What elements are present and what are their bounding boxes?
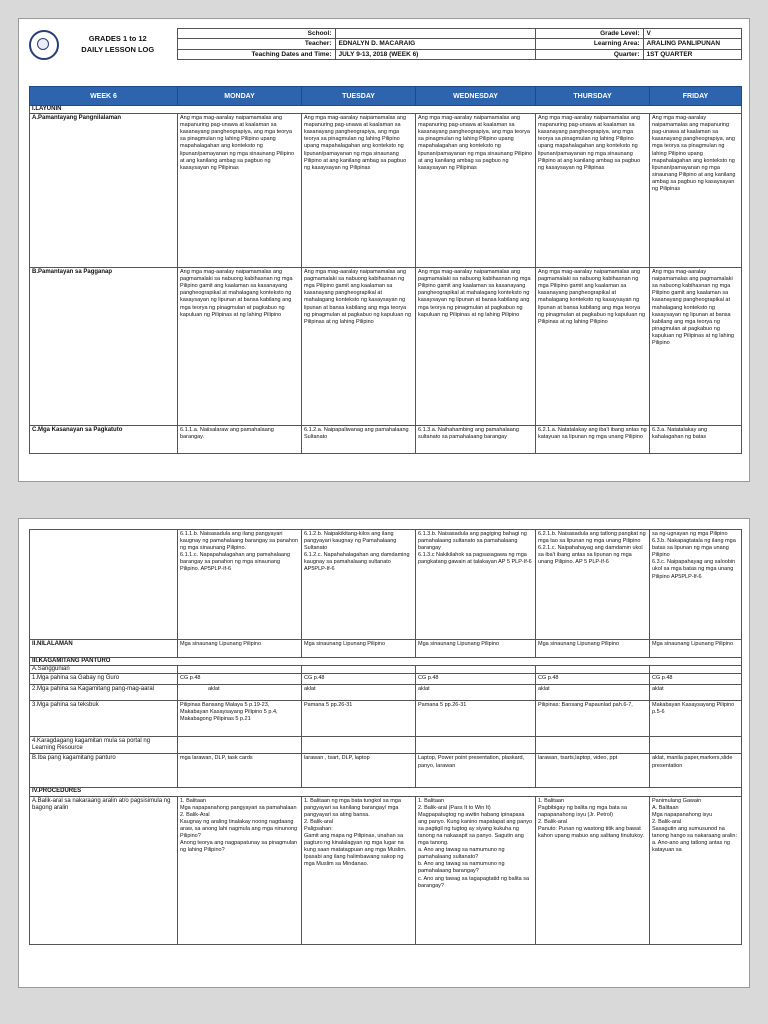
cell-friday: Makabayan Kasaysayang Pilipino p.5-6	[650, 700, 742, 736]
cell-thursday	[536, 736, 650, 754]
cell-thursday: larawan, tsarts,laptop, video, ppt	[536, 754, 650, 788]
cell-friday: aklat	[650, 684, 742, 700]
lesson-grid-page-1	[29, 86, 742, 454]
table-row-kasanayan-continued	[30, 530, 742, 640]
day-header-row	[30, 87, 742, 106]
log-title	[59, 29, 177, 60]
thursday-header: THURSDAY	[536, 87, 650, 106]
cell-tuesday: Ang mga mag-aaralay naipamamalas ang mapanuring pag-unawa at kaalaman sa kasanayang pangheograpiya, ang mga teorya sa pinagmulan ng lahing Pilipino upang mapahalagahan ang konteksto ng lipunan/pamayanan ng mga sinaunang Pilipino at ang kanilang ambag sa pagbuo ng kasaysayan ng Pilipinas	[302, 114, 416, 268]
cell-wednesday: Pamana 5 pp.26-31	[416, 700, 536, 736]
cell-tuesday: 6.1.2.a. Naipapaliwanag ang pamahalaang Sultanato	[302, 426, 416, 454]
quarter-label: Quarter:	[535, 49, 643, 59]
cell-monday: mga larawan, DLP, task cards	[178, 754, 302, 788]
cell-monday: Ang mga mag-aaralay naipamamalas ang pagmamalaki sa nabuong kabihasnan ng mga Pilipino gamit ang kaalaman sa kasanayang pangheograpikal at mahalagang konteksto ng kasaysayan ng lipunan at bansa kabilang ang mga teorya ng pinagmulan at pagkabuo ng kapuluan ng Pilipinas at ng lahing Pilipino	[178, 268, 302, 426]
cell-wednesday: 6.1.3.b. Naisasadula ang pagiging bahagi ng pamahalaang sultanato sa pamahalaang barangay 6.1.3.c Nakikilahok sa pagsasagawa ng mga pangkatang gawain at talakayan AP 5 PLP-If-6	[416, 530, 536, 640]
empty-cell	[536, 666, 650, 674]
cell-monday: aklat	[178, 684, 302, 700]
cell-monday: CG p.48	[178, 674, 302, 684]
deped-seal-logo	[29, 29, 59, 60]
cell-thursday: 6.2.1.a. Natatalakay ang iba't ibang antas ng katayuan sa lipunan ng mga unang Pilipino	[536, 426, 650, 454]
empty-cell	[650, 666, 742, 674]
cell-wednesday: Mga sinaunang Lipunang Pilipino	[416, 640, 536, 658]
cell-wednesday: Ang mga mag-aaralay naipamamalas ang mapanuring pag-unawa at kaalaman sa kasanayang pangheograpiya, ang mga teorya sa pinagmulan ng lahing Pilipino upang mapahalagahan ang konteksto ng lipunan/pamayanan ng mga sinaunang Pilipino at ang kanilang ambag sa pagbuo ng kasaysayan ng Pilipinas	[416, 114, 536, 268]
section-row-layunin	[30, 106, 742, 114]
row-label: B.Pamantayan sa Pagganap	[30, 268, 178, 426]
cell-monday: 6.1.1.b. Naisasadula ang ilang pangyayari kaugnay ng pamahalaang barangay sa panahon ng mga sinaunang Pilipino. 6.1.1.c. Napapahalagahan ang pamahalaang barangay sa panahon ng mga sinaunang Pilipino. AP5PLP-If-6	[178, 530, 302, 640]
school-value	[335, 29, 535, 39]
grade-label: Grade Level:	[535, 29, 643, 39]
cell-tuesday: CG p.48	[302, 674, 416, 684]
header-table	[29, 28, 742, 60]
school-label: School:	[177, 29, 335, 39]
cell-friday: sa ng-ugnayan ng mga Pilipino 6.3.b. Nakapagtatala ng ilang mga batas sa lipunan ng mga unang Pilipino 6.3.c. Naipapahayag ang saloobin ukol sa mga batas ng mga unang Pilipino AP5PLP-If-6	[650, 530, 742, 640]
cell-wednesday: Ang mga mag-aaralay naipamamalas ang pagmamalaki sa nabuong kabihasnan ng mga Pilipino gamit ang kaalaman sa kasanayang pangheograpikal at mahalagang konteksto ng kasaysayan ng lipunan at bansa kabilang ang mga teorya ng pinagmulan at pagkabuo ng kapuluan ng Pilipinas at ng lahing Pilipino	[416, 268, 536, 426]
cell-friday: Mga sinaunang Lipunang Pilipino	[650, 640, 742, 658]
lesson-log-page-1	[18, 18, 750, 482]
dates-value: JULY 9-13, 2018 (WEEK 6)	[335, 49, 535, 59]
teacher-value: EDNALYN D. MACARAIG	[335, 39, 535, 49]
cell-wednesday	[416, 736, 536, 754]
week-header: WEEK 6	[30, 87, 178, 106]
row-label: 3.Mga pahina sa teksbuk	[30, 700, 178, 736]
wednesday-header: WEDNESDAY	[416, 87, 536, 106]
cell-tuesday	[302, 736, 416, 754]
cell-wednesday: Laptop, Power point presentation, plaskard, panyo, larawan	[416, 754, 536, 788]
table-row-learning-resource	[30, 736, 742, 754]
empty-cell	[178, 666, 302, 674]
lesson-grid-page-2	[29, 529, 742, 945]
section-row-procedures	[30, 788, 742, 796]
dates-label: Teaching Dates and Time:	[177, 49, 335, 59]
cell-monday: 6.1.1.a. Naiisalaraw ang pamahalaang barangay.	[178, 426, 302, 454]
table-row-pamantayang-pangnilalaman	[30, 114, 742, 268]
cell-tuesday: Ang mga mag-aaralay naipamamalas ang pagmamalaki sa nabuong kabihasnan ng mga Pilipino gamit ang kaalaman sa kasanayang pangheograpikal at mahalagang konteksto ng kasaysayan ng lipunan at bansa kabilang ang mga teorya ng pinagmulan at pagkabuo ng kapuluan ng Pilipinas at ng lahing Pilipino	[302, 268, 416, 426]
cell-friday: Ang mga mag-aaralay naipamamalas ang pagmamalaki sa nabuong kabihasnan ng mga Pilipino gamit ang kaalaman sa kasanayang pangheograpikal at mahalagang konteksto ng kasaysayan ng lipunan at bansa kabilang ang mga teorya ng pinagmulan at pagkabuo ng kapuluan ng Pilipinas at ng lahing Pilipino	[650, 268, 742, 426]
row-label: C.Mga Kasanayan sa Pagkatuto	[30, 426, 178, 454]
cell-friday: Ang mga mag-aaralay naipamamalas ang mapanuring pag-unawa at kaalaman sa kasanayang pangheograpiya, ang mga teorya sa pinagmulan ng lahing Pilipino upang mapahalagahan ang konteksto ng lipunan/pamayanan ng mga sinaunang Pilipino at ang kanilang ambag sa pagbuo ng kasaysayan ng Pilipinas	[650, 114, 742, 268]
section-label: IV.PROCEDURES	[30, 788, 742, 796]
cell-thursday: Mga sinaunang Lipunang Pilipino	[536, 640, 650, 658]
row-label: 2.Mga pahina sa Kagamitang pang-mag-aaral	[30, 684, 178, 700]
grade-value: V	[643, 29, 741, 39]
cell-friday	[650, 736, 742, 754]
empty-cell	[416, 666, 536, 674]
cell-tuesday: 6.1.2.b. Naipakikitang-kilos ang ilang pangyayari kaugnay ng Pamahalaang Sultanato 6.1.2.c. Napahahalagahan ang damdaming kaugnay sa pamahalaang sultanato AP5PLP-If-6	[302, 530, 416, 640]
row-label: II.NILALAMAN	[30, 640, 178, 658]
cell-tuesday: Mga sinaunang Lipunang Pilipino	[302, 640, 416, 658]
cell-tuesday: 1. Balitaan ng mga bata tungkol sa mga pangyayari sa kanilang barangay/ mga pangyayari sa ating bansa. 2. Balik-aral Paligsahan: Gamit ang mapa ng Pilipinas, unahan sa pagturo ng kinalalagyan ng mga lugar na kung saan matatagpuan ang mga Muslim. Ipasabi ang ilang halimbawang sakop ng mga Muslim sa Mindanao.	[302, 796, 416, 944]
cell-thursday: Pilipinas: Bansang Papaunlad pah.6-7,	[536, 700, 650, 736]
cell-monday: Pilipinas Bansang Malaya 5 p.19-23, Makabayan Kasaysayang Pilipino 5 p.4, Makabagong Pilipinas 5 p.21	[178, 700, 302, 736]
section-row-sanggunian	[30, 666, 742, 674]
cell-monday	[178, 736, 302, 754]
title-line-2: DAILY LESSON LOG	[81, 45, 155, 54]
cell-tuesday: Pamana 5 pp.26-31	[302, 700, 416, 736]
cell-monday: Ang mga mag-aaralay naipamamalas ang mapanuring pag-unawa at kaalaman sa kasanayang pangheograpiya, ang mga teorya sa pinagmulan ng lahing Pilipino upang mapahalagahan ang konteksto ng lipunan/pamayanan ng mga sinaunang Pilipino at ang kanilang ambag sa pagbuo ng kasaysayan ng Pilipinas	[178, 114, 302, 268]
cell-thursday: CG p.48	[536, 674, 650, 684]
cell-tuesday: aklat	[302, 684, 416, 700]
row-label: 4.Karagdagang kagamitan mula sa portal ng Learning Resource	[30, 736, 178, 754]
cell-friday: aklat, manila paper,markers,slide presentation	[650, 754, 742, 788]
area-label: Learning Area:	[535, 39, 643, 49]
cell-thursday: 1. Balitaan Pagbibigay ng balita ng mga bata sa napapanahong isyu (Jr. Petrol) 2. Balik-aral Panuto: Punan ng wastong titik ang bawat kahon upang mabuo ang salitang tinutukoy.	[536, 796, 650, 944]
friday-header: FRIDAY	[650, 87, 742, 106]
cell-thursday: Ang mga mag-aaralay naipamamalas ang pagmamalaki sa nabuong kabihasnan ng mga Pilipino gamit ang kaalaman sa kasanayang pangheograpikal at mahalagang konteksto ng kasaysayan ng lipunan at bansa kabilang ang mga teorya ng pinagmulan at pagkabuo ng kapuluan ng Pilipinas at ng lahing Pilipino	[536, 268, 650, 426]
table-row-teksbuk	[30, 700, 742, 736]
cell-wednesday: aklat	[416, 684, 536, 700]
section-label: A.Sanggunian	[30, 666, 178, 674]
cell-monday: Mga sinaunang Lipunang Pilipino	[178, 640, 302, 658]
table-row-kasanayan-sa-pagkatuto	[30, 426, 742, 454]
cell-friday: CG p.48	[650, 674, 742, 684]
section-label: I.LAYUNIN	[30, 106, 742, 114]
table-row-pamantayan-sa-pagganap	[30, 268, 742, 426]
table-row-nilalaman	[30, 640, 742, 658]
row-label: B.Iba pang kagamitang panturo	[30, 754, 178, 788]
row-label: A.Pamantayang Pangnilalaman	[30, 114, 178, 268]
area-value: ARALING PANLIPUNAN	[643, 39, 741, 49]
cell-wednesday: 1. Balitaan 2. Balik-aral (Pass It to Win It) Magpapatugtog ng awitin habang ipinapasa ang panyo. Kung kanino mapatapat ang panyo sa pagtigil ng tugtog ay siyang kukuha ng tanong na nakasapit sa panyo. Sagutin ang mga tanong. a. Ano ang tawag sa namumuno ng pamahalaang sultanato? b. Ano ang tawag sa namumuno ng pamahalaang barangay? c. Ano ang tawag sa tagapagtatid ng balita sa barangay?	[416, 796, 536, 944]
empty-cell	[302, 666, 416, 674]
cell-monday: 1. Balitaan Mga napapanahong pangyayari sa pamahalaan 2. Balik-Aral Kaugnay ng araling tinalakay noong nagdaang araw, sa anong lahi nagmula ang mga ninunong Pilipino? Anong teorya ang nagpapatunay sa pinagmulan ng lahing Pilipino?	[178, 796, 302, 944]
row-label: A.Balik-aral sa nakaraang aralin at/o pagsisimula ng bagong aralin	[30, 796, 178, 944]
cell-tuesday: larawan , tsart, DLP, laptop	[302, 754, 416, 788]
cell-thursday: 6.2.1.b. Naisasadula ang tatlong pangkat ng mga tao sa lipunan ng mga unang Pilipino 6.2.1.c. Naipahahayag ang damdamin ukol sa iba't ibang antas sa lipunan ng mga unang Pilipino. AP 5 PLP-If-6	[536, 530, 650, 640]
table-row-balik-aral	[30, 796, 742, 944]
section-row-kagamitang-panturo	[30, 658, 742, 666]
table-row-kagamitang-pang-mag-aaral	[30, 684, 742, 700]
section-label: III.KAGAMITANG PANTURO	[30, 658, 742, 666]
teacher-label: Teacher:	[177, 39, 335, 49]
cell-friday: Panimulang Gawain A. Balitaan Mga napapanahong isyu 2. Balik-aral Sasagutin ang sumusunod na tanong hango sa nakaraang aralin: a. Ano-ano ang tatlong antas ng katayuan sa	[650, 796, 742, 944]
cell-friday: 6.3.a. Natatalakay ang kahalagahan ng batas	[650, 426, 742, 454]
quarter-value: 1ST QUARTER	[643, 49, 741, 59]
table-row-iba-pang-kagamitan	[30, 754, 742, 788]
cell-wednesday: CG p.48	[416, 674, 536, 684]
row-label: 1.Mga pahina sa Gabay ng Guro	[30, 674, 178, 684]
cell-thursday: aklat	[536, 684, 650, 700]
table-row-gabay-ng-guro	[30, 674, 742, 684]
cell-thursday: Ang mga mag-aaralay naipamamalas ang mapanuring pag-unawa at kaalaman sa kasanayang pangheograpiya, ang mga teorya sa pinagmulan ng lahing Pilipino upang mapahalagahan ang konteksto ng lipunan/pamayanan ng mga sinaunang Pilipino at ang kanilang ambag sa pagbuo ng kasaysayan ng Pilipinas	[536, 114, 650, 268]
lesson-log-page-2	[18, 518, 750, 988]
row-label	[30, 530, 178, 640]
tuesday-header: TUESDAY	[302, 87, 416, 106]
cell-wednesday: 6.1.3.a. Naihahambing ang pamahalaang sultanato sa pamahalaang barangay	[416, 426, 536, 454]
seal-icon	[29, 30, 59, 60]
monday-header: MONDAY	[178, 87, 302, 106]
title-line-1: GRADES 1 to 12	[88, 34, 147, 43]
